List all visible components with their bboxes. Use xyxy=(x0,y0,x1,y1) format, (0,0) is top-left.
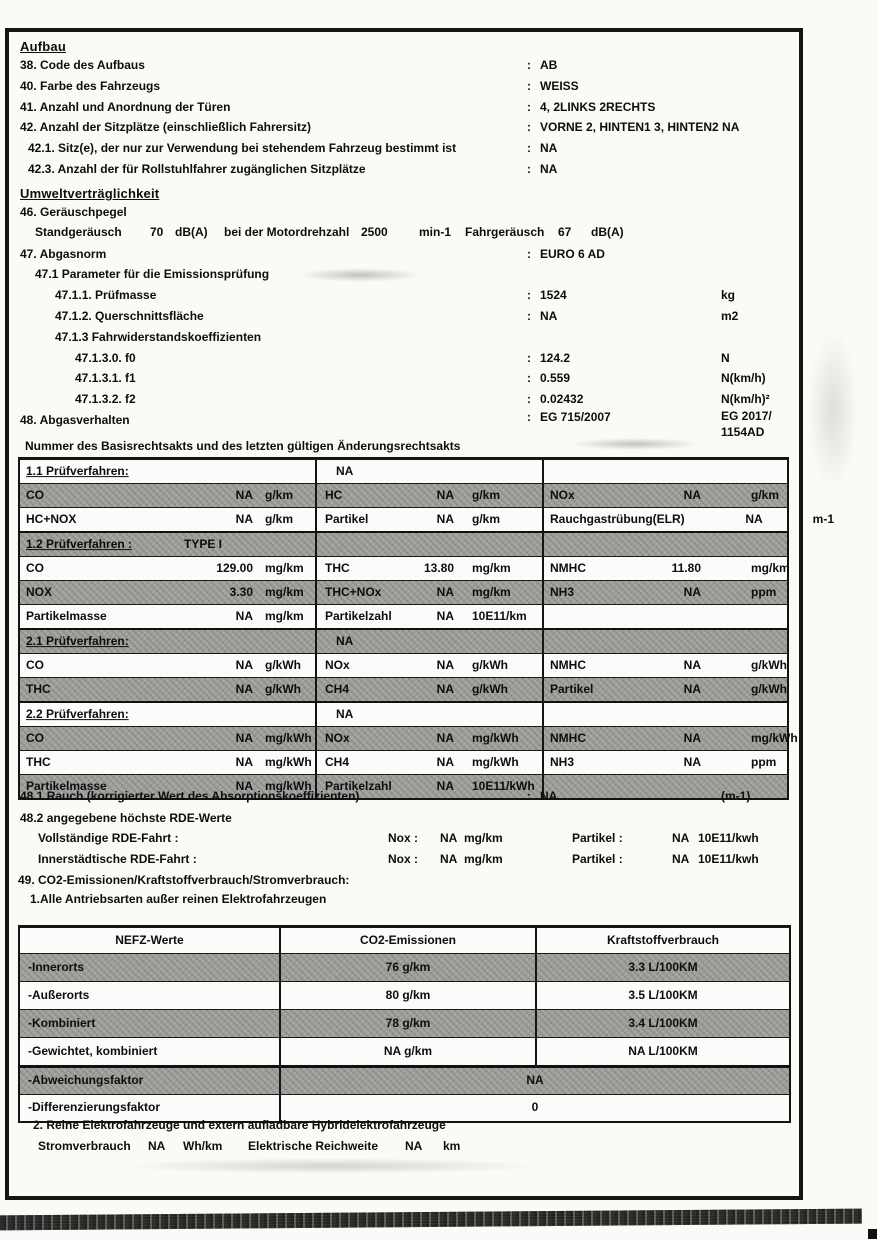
table-row xyxy=(20,726,798,750)
field-label: 41. Anzahl und Anordnung der Türen xyxy=(20,99,231,114)
particle-unit: 10E11/kwh xyxy=(698,831,759,845)
table-cell-group xyxy=(20,751,315,774)
cell-value: NA xyxy=(235,511,253,526)
field-colon: : xyxy=(527,350,531,365)
cell-value: NA xyxy=(336,463,354,478)
cell-unit: g/km xyxy=(751,487,780,502)
cell-value: NA xyxy=(745,511,763,526)
table-cell: -Gewichtet, kombiniert xyxy=(28,1043,158,1058)
nox-value: NA xyxy=(440,852,458,866)
table-row xyxy=(20,701,787,726)
cell-label: Partikel xyxy=(550,681,594,696)
aufbau-field-list xyxy=(0,59,877,184)
cell-unit: g/kWh xyxy=(472,657,508,672)
field-value: AB xyxy=(540,58,558,72)
cell-label: THC xyxy=(26,681,51,696)
field-value: 1524 xyxy=(540,288,567,303)
table-cell-group xyxy=(20,654,315,677)
field-row xyxy=(0,310,877,331)
nox-unit: mg/km xyxy=(464,831,503,845)
cell-unit: g/kWh xyxy=(265,681,301,696)
cell-unit: m-1 xyxy=(812,511,835,526)
cell-label: NOx xyxy=(325,730,350,745)
cell-label: 1.2 Prüfverfahren : xyxy=(26,536,133,551)
field-label: 48.2 angegebene höchste RDE-Werte xyxy=(20,811,232,825)
field-row xyxy=(0,101,877,122)
table-cell-span: NA xyxy=(279,1068,789,1094)
table-cell: 3.4 L/100KM xyxy=(535,1010,789,1037)
driving-noise-value: 67 xyxy=(558,225,572,239)
driving-noise-label: Fahrgeräusch xyxy=(465,225,545,239)
table-cell-group xyxy=(542,508,835,531)
table-cell: 76 g/km xyxy=(279,954,535,981)
field-row xyxy=(0,121,877,142)
field-label: 40. Farbe des Fahrzeugs xyxy=(20,78,161,93)
cell-label: NOx xyxy=(325,657,350,672)
cell-value: NA xyxy=(683,584,701,599)
table-row xyxy=(20,1094,789,1121)
table-cell-group xyxy=(542,460,787,483)
cell-value: 13.80 xyxy=(423,560,454,575)
cell-unit: mg/km xyxy=(265,584,304,599)
table-cell-group xyxy=(20,630,354,653)
amending-act-line2: 1154AD xyxy=(721,425,765,439)
table-row xyxy=(20,580,787,604)
standing-noise-label: Standgeräusch xyxy=(35,225,122,239)
field-colon: : xyxy=(527,371,531,386)
field-colon: : xyxy=(527,78,531,93)
field-unit: N(km/h) xyxy=(721,371,766,386)
cell-value: NA xyxy=(235,657,253,672)
cell-unit: ppm xyxy=(751,754,777,769)
table-cell: -Außerorts xyxy=(28,987,90,1002)
table-cell-group xyxy=(20,581,315,604)
table-cell-group xyxy=(20,727,315,750)
cell-unit: mg/km xyxy=(751,560,790,575)
cell-label: 2.2 Prüfverfahren: xyxy=(26,706,129,721)
rde-list xyxy=(0,832,877,874)
cell-unit: mg/km xyxy=(265,560,304,575)
cell-value: NA xyxy=(436,608,454,623)
standing-noise-unit: dB(A) xyxy=(175,225,208,239)
field-label: 48.1 Rauch (korrigierter Wert des Absorptionskoeffizienten) xyxy=(20,789,360,803)
rde-trip-label: Vollständige RDE-Fahrt : xyxy=(38,831,179,845)
table-row xyxy=(20,1037,789,1065)
cell-label: THC xyxy=(26,754,51,769)
table-cell-group xyxy=(542,605,787,628)
cell-unit xyxy=(550,459,600,473)
cell-value: NA xyxy=(436,511,454,526)
field-value: NA xyxy=(540,789,558,803)
table-cell-group xyxy=(542,727,798,750)
cell-label: NH3 xyxy=(550,754,575,769)
table-cell-group xyxy=(315,557,542,580)
cell-value: NA xyxy=(436,778,454,793)
field-value: NA xyxy=(540,141,558,156)
field-label: 42.3. Anzahl der für Rollstuhlfahrer zugänglichen Sitzplätze xyxy=(28,161,366,176)
table-cell-group xyxy=(315,581,542,604)
table-cell-group xyxy=(315,727,542,750)
cell-unit: mg/kWh xyxy=(265,778,312,793)
driving-noise-unit: dB(A) xyxy=(591,225,624,239)
particle-value: NA xyxy=(672,831,690,845)
table-cell-group xyxy=(20,533,315,556)
nefz-table xyxy=(18,925,791,1123)
cell-value: NA xyxy=(235,681,253,696)
table-row xyxy=(20,677,787,701)
table-cell-group xyxy=(20,508,315,531)
rde-row xyxy=(0,853,877,874)
cell-value: NA xyxy=(683,730,701,745)
table-row xyxy=(20,604,787,628)
table-cell-group xyxy=(315,678,542,701)
cell-unit xyxy=(550,532,600,546)
table-cell-group xyxy=(20,605,315,628)
cell-value: NA xyxy=(436,487,454,502)
particle-label: Partikel : xyxy=(572,852,623,866)
cell-label: Rauchgastrübung(ELR) xyxy=(550,511,685,526)
engine-speed-unit: min-1 xyxy=(419,225,452,239)
cell-label: NH3 xyxy=(550,584,575,599)
field-row xyxy=(0,163,877,184)
table-row xyxy=(20,459,787,483)
particle-label: Partikel : xyxy=(572,831,623,845)
standing-noise-value: 70 xyxy=(150,225,164,239)
cell-value: NA xyxy=(235,730,253,745)
field-label: 47.1.3.0. f0 xyxy=(75,350,136,365)
power-consumption-unit: Wh/km xyxy=(183,1139,223,1153)
field-label: 47.1.2. Querschnittsfläche xyxy=(55,308,204,323)
table-row xyxy=(20,628,787,653)
field-row xyxy=(0,80,877,101)
field-colon: : xyxy=(527,161,531,176)
field-unit: (m-1) xyxy=(721,789,751,803)
cell-value: NA xyxy=(683,487,701,502)
table-cell-group xyxy=(542,678,787,701)
rde-trip-label: Innerstädtische RDE-Fahrt : xyxy=(38,852,197,866)
cell-value: 129.00 xyxy=(216,560,253,575)
cell-unit: mg/kWh xyxy=(265,730,312,745)
table-cell-group xyxy=(542,484,787,507)
field-value: NA xyxy=(540,161,558,176)
field-row xyxy=(0,248,877,269)
table-cell: NEFZ-Werte xyxy=(115,932,184,947)
cell-unit: mg/kWh xyxy=(472,730,519,745)
table-row xyxy=(20,507,835,531)
table-cell-group xyxy=(20,460,354,483)
cell-unit: mg/km xyxy=(265,608,304,623)
field-label: 42. Anzahl der Sitzplätze (einschließlich Fahrersitz) xyxy=(20,120,311,135)
field-row xyxy=(0,268,877,289)
noise-level-line xyxy=(0,226,877,246)
electric-range-label: Elektrische Reichweite xyxy=(248,1139,379,1153)
field-value: 4, 2LINKS 2RECHTS xyxy=(540,99,656,114)
table-cell-group xyxy=(542,751,787,774)
field-unit: N xyxy=(721,350,730,365)
table-row xyxy=(20,1065,789,1094)
cell-unit: g/kWh xyxy=(265,657,301,672)
table-cell-group xyxy=(542,703,787,726)
emission-test-table xyxy=(18,457,835,800)
cell-label: NOx xyxy=(550,487,575,502)
field-row xyxy=(0,331,877,352)
table-row xyxy=(20,531,787,556)
cell-label: THC+NOx xyxy=(325,584,382,599)
field-row xyxy=(0,206,877,227)
field-colon: : xyxy=(527,99,531,114)
field-row xyxy=(0,372,877,393)
table-cell: -Kombiniert xyxy=(28,1015,96,1030)
power-consumption-value: NA xyxy=(148,1139,166,1153)
table-cell-group xyxy=(315,508,542,531)
power-consumption-label: Stromverbrauch xyxy=(38,1139,131,1153)
cell-label: HC xyxy=(325,487,343,502)
table-cell: -Abweichungsfaktor xyxy=(28,1073,144,1088)
field-value: EURO 6 AD xyxy=(540,246,605,261)
table-cell: CO2-Emissionen xyxy=(279,928,535,953)
cell-value: NA xyxy=(683,657,701,672)
field-value: 0.02432 xyxy=(540,392,584,407)
electric-range-value: NA xyxy=(405,1139,423,1153)
cell-label: Partikelzahl xyxy=(325,778,392,793)
field-label: 47.1.1. Prüfmasse xyxy=(55,288,157,303)
cell-label: 1.1 Prüfverfahren: xyxy=(26,463,129,478)
electric-section-label: 2. Reine Elektrofahrzeuge und extern aufladbare Hybridelektrofahrzeuge xyxy=(33,1118,446,1132)
field-label: 47.1.3.1. f1 xyxy=(75,371,136,386)
particle-value: NA xyxy=(672,852,690,866)
engine-speed-label: bei der Motordrehzahl xyxy=(224,225,350,239)
cell-value: NA xyxy=(436,681,454,696)
cell-label: Partikel xyxy=(325,511,369,526)
table-cell-group xyxy=(315,605,542,628)
cell-label: Partikelzahl xyxy=(325,608,392,623)
field-row xyxy=(0,352,877,373)
field-label: 47.1 Parameter für die Emissionsprüfung xyxy=(35,267,270,282)
cell-unit: 10E11/km xyxy=(472,608,527,623)
cell-value: 11.80 xyxy=(671,560,701,575)
table-cell: -Differenzierungsfaktor xyxy=(28,1100,161,1115)
field-label: 1.Alle Antriebsarten außer reinen Elektrofahrzeugen xyxy=(30,892,327,906)
cell-label: Partikelmasse xyxy=(26,608,107,623)
cell-value: NA xyxy=(436,657,454,672)
table-row xyxy=(20,1009,789,1037)
field-label: 48. Abgasverhalten xyxy=(20,412,130,427)
field-colon: : xyxy=(527,288,531,303)
legal-act-value: EG 715/2007 xyxy=(540,410,611,424)
field-label: 47.1.3.2. f2 xyxy=(75,392,136,407)
table-cell-group xyxy=(542,581,787,604)
field-colon: : xyxy=(527,120,531,135)
table-cell-group xyxy=(20,678,315,701)
table-cell: 80 g/km xyxy=(279,982,535,1009)
nox-label: Nox : xyxy=(388,852,418,866)
field-row xyxy=(0,59,877,80)
cell-unit: g/km xyxy=(265,487,294,502)
table-row xyxy=(20,981,789,1009)
electric-range-unit: km xyxy=(443,1139,461,1153)
nox-label: Nox : xyxy=(388,831,418,845)
cell-value: NA xyxy=(235,778,253,793)
scan-artifact-band xyxy=(0,1209,862,1231)
table-cell-group xyxy=(315,751,542,774)
field-colon: : xyxy=(527,246,531,261)
cell-unit: g/kWh xyxy=(751,657,787,672)
field-row xyxy=(0,142,877,163)
legal-act-colon: : xyxy=(527,410,531,424)
cell-value: NA xyxy=(683,754,701,769)
table-row xyxy=(20,483,787,507)
table-row xyxy=(20,927,789,953)
table-cell-group xyxy=(542,557,790,580)
table-cell-group xyxy=(542,630,787,653)
table-cell-group xyxy=(315,654,542,677)
particle-unit: 10E11/kwh xyxy=(698,852,759,866)
cell-value: NA xyxy=(436,584,454,599)
table-row xyxy=(20,750,787,774)
field-label: 38. Code des Aufbaus xyxy=(20,58,145,72)
cell-unit xyxy=(550,702,600,716)
cell-label: NOX xyxy=(26,584,53,599)
cell-unit xyxy=(550,629,600,643)
cell-unit: 10E11/kWh xyxy=(472,778,535,793)
cell-unit xyxy=(325,532,343,546)
field-colon: : xyxy=(527,141,531,156)
cell-label: NMHC xyxy=(550,730,586,745)
field-value: 124.2 xyxy=(540,350,571,365)
field-label: 47.1.3 Fahrwiderstandskoeffizienten xyxy=(55,329,262,344)
table-cell: Kraftstoffverbrauch xyxy=(535,928,789,953)
field-unit: m2 xyxy=(721,308,739,323)
cell-label: NMHC xyxy=(550,657,586,672)
engine-speed-value: 2500 xyxy=(361,225,388,239)
cell-unit: mg/km xyxy=(472,584,511,599)
table-cell-group xyxy=(20,703,354,726)
cell-value: NA xyxy=(235,754,253,769)
cell-label: HC+NOX xyxy=(26,511,77,526)
field-value: 0.559 xyxy=(540,371,571,386)
cell-label: Partikelmasse xyxy=(26,778,107,793)
cell-value: NA xyxy=(683,681,701,696)
field-row xyxy=(0,289,877,310)
cell-unit: g/kWh xyxy=(751,681,787,696)
table-row xyxy=(20,653,787,677)
scan-corner-mark xyxy=(868,1229,877,1239)
cell-unit: mg/kWh xyxy=(472,754,519,769)
cell-label: CH4 xyxy=(325,754,350,769)
table-cell-span: 0 xyxy=(279,1095,789,1121)
cell-label: 2.1 Prüfverfahren: xyxy=(26,633,129,648)
field-value: NA xyxy=(540,308,558,323)
table-cell-group xyxy=(315,533,542,556)
table-row xyxy=(20,953,789,981)
table-cell-group xyxy=(20,557,315,580)
cell-label: CO xyxy=(26,487,44,502)
field-colon: : xyxy=(527,392,531,407)
field-label: 47. Abgasnorm xyxy=(20,246,107,261)
table-row xyxy=(20,556,790,580)
cell-value: TYPE I xyxy=(184,536,223,551)
cell-unit: g/km xyxy=(265,511,294,526)
field-colon: : xyxy=(527,58,531,72)
cell-label: NMHC xyxy=(550,560,586,575)
cell-unit: g/km xyxy=(472,487,501,502)
table-cell: 3.5 L/100KM xyxy=(535,982,789,1009)
cell-value: NA xyxy=(436,730,454,745)
cell-unit: mg/km xyxy=(472,560,511,575)
table-cell-group xyxy=(542,533,787,556)
amending-act-line1: EG 2017/ xyxy=(721,409,772,423)
field-value: VORNE 2, HINTEN1 3, HINTEN2 NA xyxy=(540,120,740,135)
cell-label: CO xyxy=(26,730,44,745)
cell-unit: g/kWh xyxy=(472,681,508,696)
nox-value: NA xyxy=(440,831,458,845)
field-value: WEISS xyxy=(540,78,579,93)
field-label: 46. Geräuschpegel xyxy=(20,205,127,219)
cell-value: NA xyxy=(235,608,253,623)
cell-unit: mg/kWh xyxy=(265,754,312,769)
field-label: 42.1. Sitz(e), der nur zur Verwendung bei stehendem Fahrzeug bestimmt ist xyxy=(28,141,457,156)
field-unit: N(km/h)² xyxy=(721,392,770,407)
cell-unit: g/km xyxy=(472,511,501,526)
section-title-aufbau: Aufbau xyxy=(20,39,66,54)
table-cell: 78 g/km xyxy=(279,1010,535,1037)
field-colon: : xyxy=(527,308,531,323)
cell-value: 3.30 xyxy=(229,584,253,599)
cell-value: NA xyxy=(235,487,253,502)
table-cell: -Innerorts xyxy=(28,959,85,974)
rde-row xyxy=(0,832,877,853)
cell-label: THC xyxy=(325,560,350,575)
table-cell-group xyxy=(315,484,542,507)
table-cell: NA L/100KM xyxy=(535,1038,789,1065)
nox-unit: mg/km xyxy=(464,852,503,866)
cell-unit: ppm xyxy=(751,584,777,599)
table-cell-group xyxy=(542,654,787,677)
cell-label: CO xyxy=(26,560,44,575)
legal-act-label: Nummer des Basisrechtsakts und des letzten gültigen Änderungsrechtsakts xyxy=(25,439,461,453)
table-cell: 3.3 L/100KM xyxy=(535,954,789,981)
table-cell: NA g/km xyxy=(279,1038,535,1065)
cell-unit: mg/kWh xyxy=(751,730,798,745)
cell-label: CH4 xyxy=(325,681,350,696)
field-label: 49. CO2-Emissionen/Kraftstoffverbrauch/Stromverbrauch: xyxy=(18,873,350,887)
cell-value: NA xyxy=(336,706,354,721)
field-colon: : xyxy=(527,789,531,803)
field-unit: kg xyxy=(721,288,736,303)
cell-value: NA xyxy=(436,754,454,769)
table-cell-group xyxy=(20,484,315,507)
section-title-umwelt: Umweltverträglichkeit xyxy=(20,186,160,201)
cell-label: CO xyxy=(26,657,44,672)
cell-value: NA xyxy=(336,633,354,648)
